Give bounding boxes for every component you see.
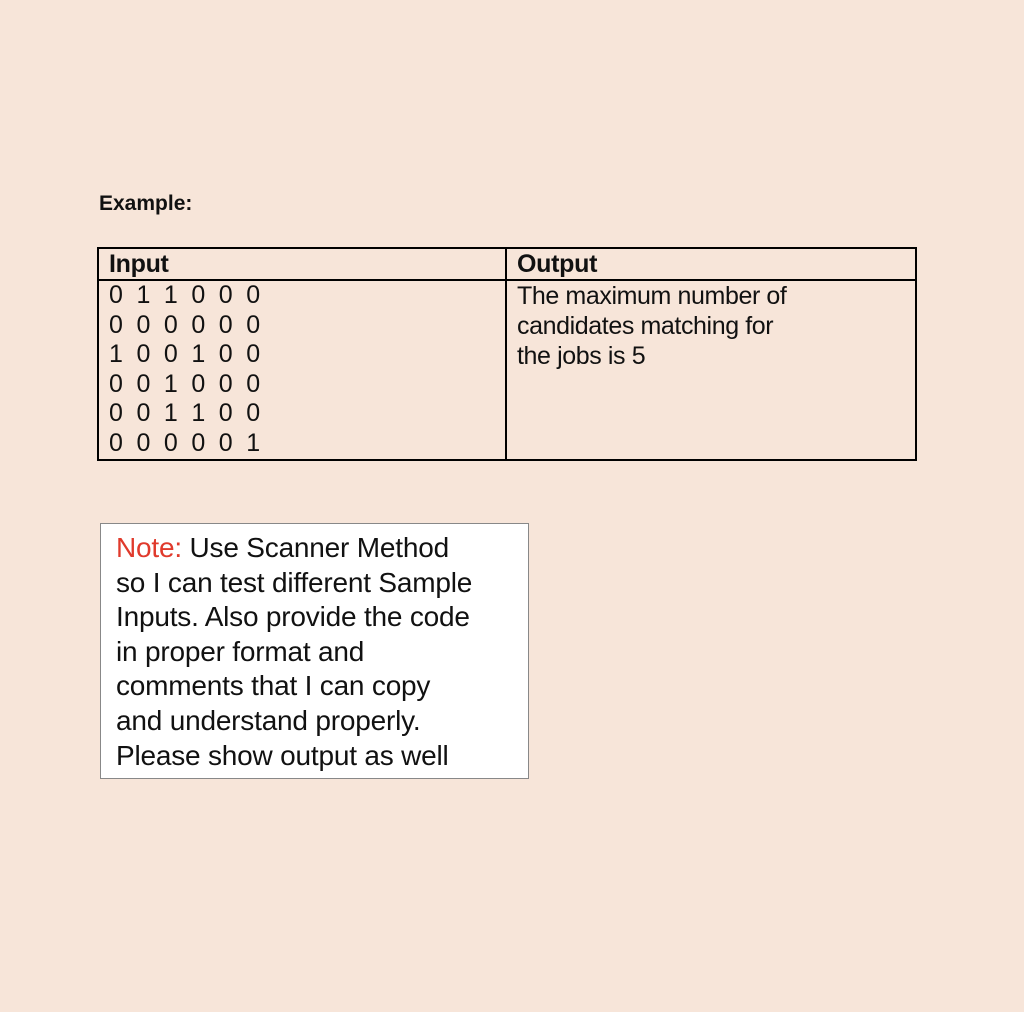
example-heading: Example: (99, 192, 193, 215)
output-line: the jobs is 5 (517, 342, 646, 370)
input-line: 0 0 0 0 0 0 (109, 310, 264, 339)
input-line: 0 0 1 0 0 0 (109, 369, 264, 398)
output-line: The maximum number of (517, 282, 787, 310)
note-line: Please show output as well (116, 739, 449, 771)
input-line: 0 1 1 0 0 0 (109, 281, 264, 309)
note-line: and understand properly. (116, 704, 421, 736)
table-header-row (98, 248, 916, 280)
input-line: 0 0 1 1 0 0 (109, 399, 264, 428)
note-line: in proper format and (116, 635, 365, 667)
input-cell (98, 280, 506, 460)
note-line (116, 531, 518, 566)
output-cell (506, 280, 916, 460)
output-line: candidates matching for (517, 312, 774, 340)
example-table (97, 247, 917, 461)
table-row (98, 280, 916, 460)
input-line: 0 0 0 0 0 1 (109, 428, 264, 457)
note-line: comments that I can copy (116, 670, 431, 702)
input-column-header: Input (98, 248, 506, 280)
output-column-header: Output (506, 248, 916, 280)
note-line: so I can test different Sample (116, 566, 473, 598)
note-line: Inputs. Also provide the code (116, 601, 470, 633)
input-line: 1 0 0 1 0 0 (109, 340, 264, 369)
note-box (100, 523, 529, 779)
note-text: Use Scanner Method (181, 532, 449, 563)
note-label: Note: (116, 532, 182, 563)
